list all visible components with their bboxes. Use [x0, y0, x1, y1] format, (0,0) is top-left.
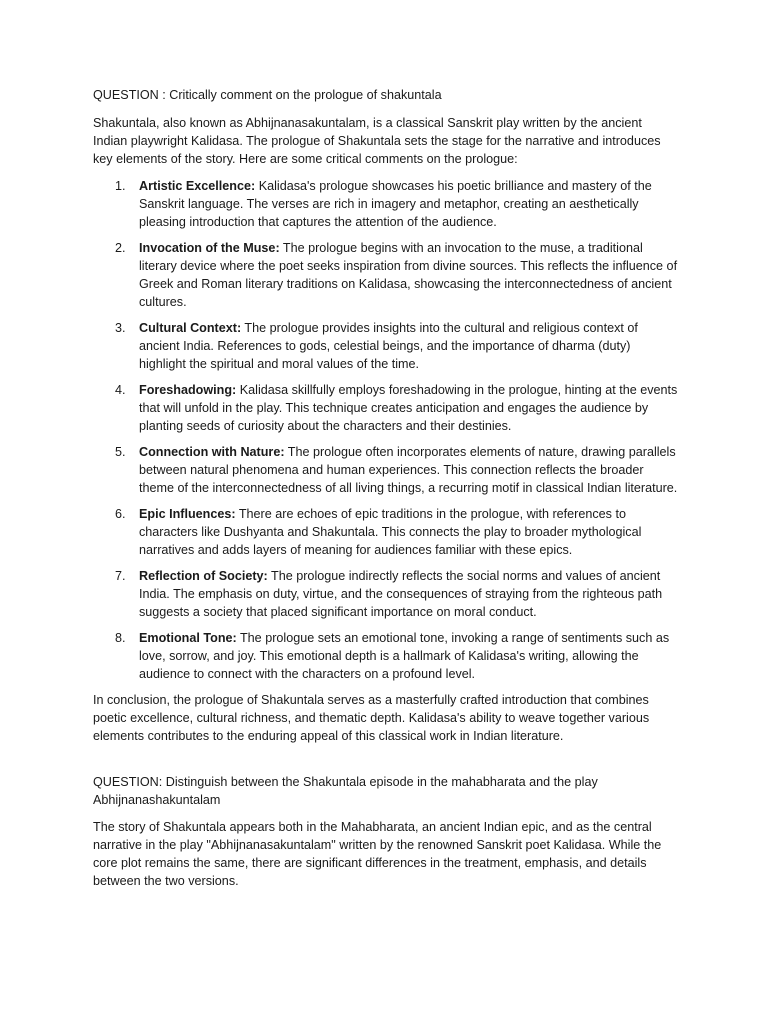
- question-2-heading: QUESTION: Distinguish between the Shakuntala episode in the mahabharata and the play Abhijnanashakuntalam: [93, 775, 598, 807]
- point-title: Foreshadowing:: [139, 383, 237, 397]
- point-text: The prologue sets an emotional tone, invoking a range of sentiments such as love, sorrow, and joy. This emotional depth is a hallmark of Kalidasa's writing, allowing the audience to connect with the characters on a profound level.: [139, 631, 670, 681]
- list-number: 1.: [115, 179, 126, 193]
- list-item: [93, 567, 679, 621]
- list-item: [93, 319, 679, 373]
- list-number: 3.: [115, 321, 126, 335]
- point-title: Connection with Nature:: [139, 445, 285, 459]
- point-text: The prologue often incorporates elements of nature, drawing parallels between natural phenomena and human experiences. This connection reflects the broader theme of the interconnectedness of all living things, a recurring motif in classical Indian literature.: [139, 445, 678, 495]
- document-page: [93, 86, 679, 890]
- point-title: Invocation of the Muse:: [139, 241, 280, 255]
- list-number: 4.: [115, 383, 126, 397]
- point-title: Cultural Context:: [139, 321, 242, 335]
- point-title: Artistic Excellence:: [139, 179, 256, 193]
- list-number: 6.: [115, 507, 126, 521]
- point-text: The prologue indirectly reflects the social norms and values of ancient India. The emphasis on duty, virtue, and the consequences of straying from the righteous path suggests a society that placed significant importance on moral conduct.: [139, 569, 663, 619]
- point-text: Kalidasa skillfully employs foreshadowing in the prologue, hinting at the events that will unfold in the play. This technique creates anticipation and engages the audience by planting seeds of curiosity about the characters and their destinies.: [139, 383, 678, 433]
- question-1-heading: QUESTION : Critically comment on the prologue of shakuntala: [93, 88, 442, 102]
- point-text: Kalidasa's prologue showcases his poetic brilliance and mastery of the Sanskrit language. The verses are rich in imagery and metaphor, creating an aesthetically pleasing introduction that captures the attention of the audience.: [139, 179, 652, 229]
- point-title: Emotional Tone:: [139, 631, 237, 645]
- list-item: [93, 505, 679, 559]
- list-item: [93, 629, 679, 683]
- prologue-points-list: [93, 177, 679, 683]
- point-text: The prologue provides insights into the cultural and religious context of ancient India. References to gods, celestial beings, and the importance of dharma (duty) highlight the spiritual and moral values of the time.: [139, 321, 638, 371]
- list-item: [93, 177, 679, 231]
- point-text: There are echoes of epic traditions in the prologue, with references to characters like Dushyanta and Shakuntala. This connects the play to broader mythological narratives and adds layers of meaning for audiences familiar with these epics.: [139, 507, 642, 557]
- list-item: [93, 381, 679, 435]
- list-item: [93, 443, 679, 497]
- conclusion-paragraph: In conclusion, the prologue of Shakuntala serves as a masterfully crafted introduction that combines poetic excellence, cultural richness, and thematic depth. Kalidasa's ability to weave together various elements contributes to the enduring appeal of this classical work in Indian literature.: [93, 693, 650, 743]
- point-title: Reflection of Society:: [139, 569, 268, 583]
- list-number: 7.: [115, 569, 126, 583]
- answer-2-paragraph: The story of Shakuntala appears both in the Mahabharata, an ancient Indian epic, and as the central narrative in the play "Abhijnanasakuntalam" written by the renowned Sanskrit poet Kalidasa. While the core plot remains the same, there are significant differences in the treatment, emphasis, and details between the two versions.: [93, 820, 662, 888]
- list-number: 8.: [115, 631, 126, 645]
- point-title: Epic Influences:: [139, 507, 236, 521]
- point-text: The prologue begins with an invocation to the muse, a traditional literary device where the poet seeks inspiration from divine sources. This reflects the influence of Greek and Roman literary traditions on Kalidasa, showcasing the interconnectedness of ancient cultures.: [139, 241, 678, 309]
- list-item: [93, 239, 679, 311]
- list-number: 2.: [115, 241, 126, 255]
- list-number: 5.: [115, 445, 126, 459]
- intro-paragraph: Shakuntala, also known as Abhijnanasakuntalam, is a classical Sanskrit play written by the ancient Indian playwright Kalidasa. The prologue of Shakuntala sets the stage for the narrative and introduces key elements of the story. Here are some critical comments on the prologue:: [93, 116, 661, 166]
